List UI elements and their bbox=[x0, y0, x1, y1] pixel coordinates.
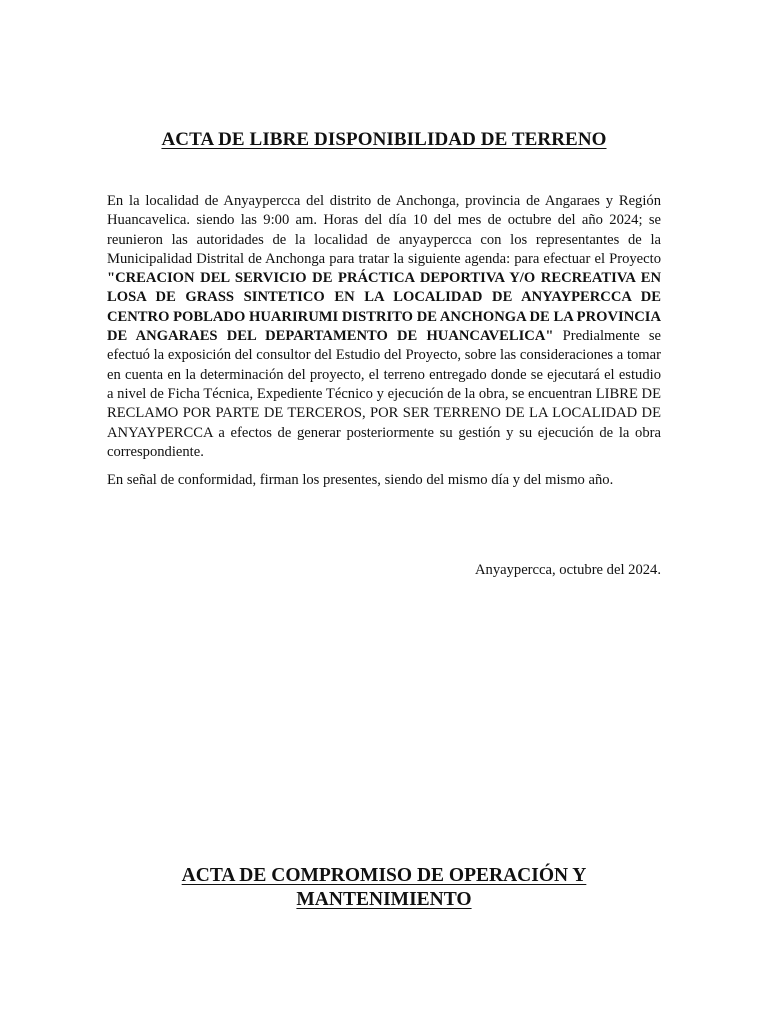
paragraph-rest: Predialmente se efectuó la exposición del consultor del Estudio del Proyecto, sobre las consideraciones a tomar en cuenta en la determinación del proyecto, el terreno entregado donde se ejecutará el estudio a nivel de Ficha Técnica, Expediente Técnico y ejecución de la obra, se encuentran LIBRE DE RECLAMO POR PARTE DE TERCEROS, POR SER TERRENO DE LA LOCALIDAD DE ANYAYPERCCA a efectos de generar posteriormente su gestión y su ejecución de la obra correspondiente. bbox=[107, 328, 662, 460]
place-and-date: Anyaypercca, octubre del 2024. bbox=[475, 562, 661, 578]
next-section-title bbox=[0, 864, 768, 912]
next-section-title-line2: MANTENIMIENTO bbox=[296, 889, 472, 910]
paragraph-intro: En la localidad de Anyaypercca del distrito de Anchonga, provincia de Angaraes y Región Huancavelica. siendo las 9:00 am. Horas del día 10 del mes de octubre del año 2024; se reunieron las autoridades de la localidad de anyaypercca con los representantes de la Municipalidad Distrital de Anchonga para tratar la siguiente agenda: para efectuar el Proyecto bbox=[107, 193, 661, 267]
paragraph-agenda bbox=[107, 192, 661, 462]
document-title: ACTA DE LIBRE DISPONIBILIDAD DE TERRENO bbox=[161, 129, 607, 150]
document-body bbox=[107, 192, 661, 490]
next-section-title-line1: ACTA DE COMPROMISO DE OPERACIÓN Y bbox=[181, 865, 587, 886]
paragraph-conformity: En señal de conformidad, firman los presentes, siendo del mismo día y del mismo año. bbox=[107, 472, 614, 489]
project-name: "CREACION DEL SERVICIO DE PRÁCTICA DEPORTIVA Y/O RECREATIVA EN LOSA DE GRASS SINTETICO EN LA LOCALIDAD DE ANYAYPERCCA DE CENTRO POBLADO HUARIRUMI DISTRITO DE ANCHONGA DE LA PROVINCIA DE ANGARAES DEL DEPARTAMENTO DE HUANCAVELICA" bbox=[107, 270, 661, 345]
